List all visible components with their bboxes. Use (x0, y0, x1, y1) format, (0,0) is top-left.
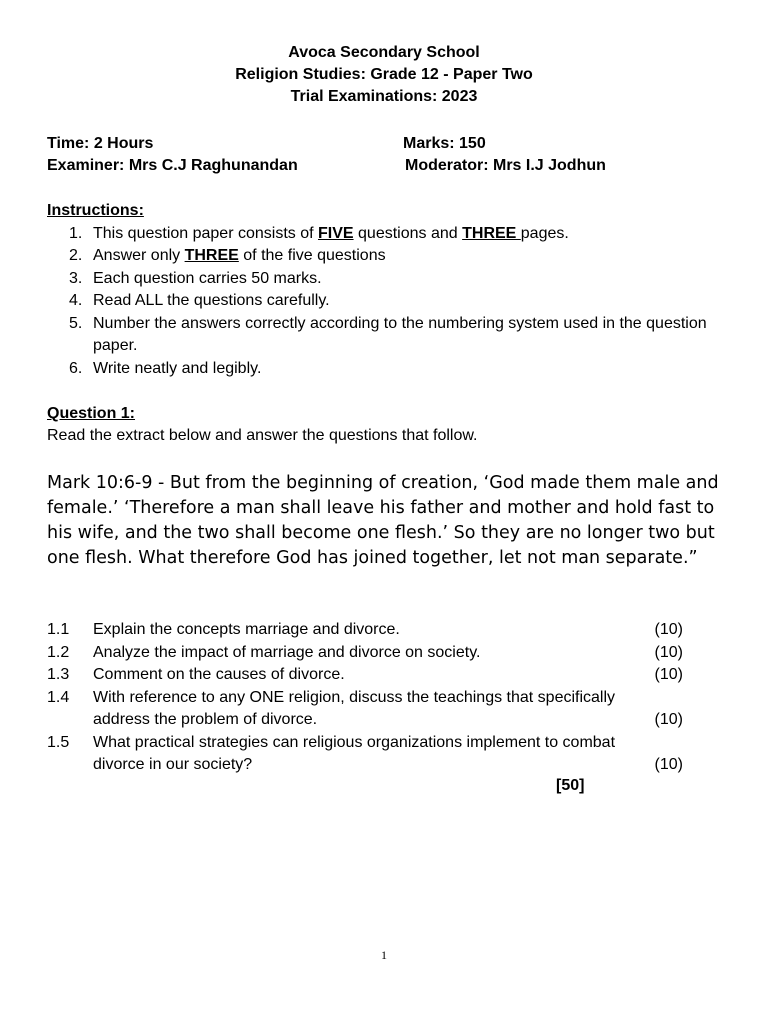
scripture-extract: Mark 10:6-9 - But from the beginning of creation, ‘God made them male and female.’ ‘Therefore a man shall leave his father and mother and hold fast to his wife, and the two shall become one flesh.’ So they are no longer two but one flesh. What therefore God has joined together, let not man separate.” (47, 473, 719, 568)
subquestion (47, 732, 697, 777)
exam-header (0, 42, 768, 108)
instructions-heading: Instructions: (47, 202, 144, 219)
subquestion-list (47, 619, 697, 777)
school-name: Avoca Secondary School (288, 44, 480, 61)
instruction-item: 2. Answer only THREE of the five questions (69, 247, 386, 264)
exam-title: Trial Examinations: 2023 (290, 88, 478, 105)
question-1-section (47, 403, 737, 447)
question-1-intro: Read the extract below and answer the questions that follow. (47, 427, 478, 444)
subquestion-text: Comment on the causes of divorce. (93, 666, 345, 683)
marks-label: Marks: 150 (403, 135, 486, 152)
subquestion-marks: (10) (654, 621, 683, 638)
subquestion-number: 1.3 (47, 666, 70, 683)
question-1-total: [50] (556, 777, 585, 794)
subquestion-number: 1.1 (47, 621, 70, 638)
instruction-item: 1. This question paper consists of FIVE questions and THREE pages. (69, 224, 569, 242)
subquestion-number: 1.4 (47, 688, 70, 706)
subquestion-marks: (10) (654, 643, 683, 661)
subquestion (47, 687, 697, 732)
instructions-list (47, 223, 737, 381)
subquestion-marks: (10) (654, 756, 683, 773)
subquestion-text: Analyze the impact of marriage and divorce on society. (93, 643, 481, 661)
subject-title: Religion Studies: Grade 12 - Paper Two (235, 66, 533, 83)
subquestion-text: Explain the concepts marriage and divorce. (93, 621, 400, 638)
time-label: Time: 2 Hours (47, 135, 154, 152)
subquestion-text: What practical strategies can religious organizations implement to combat divorce in our society? (93, 733, 616, 773)
examiner-label: Examiner: Mrs C.J Raghunandan (47, 157, 298, 174)
instruction-item: 4. Read ALL the questions carefully. (69, 292, 330, 309)
subquestion (47, 619, 697, 642)
instructions-section (47, 200, 737, 380)
instruction-item: 5. Number the answers correctly according to the numbering system used in the question paper. (69, 314, 707, 354)
question-1-heading: Question 1: (47, 405, 136, 422)
subquestion-number: 1.2 (47, 643, 70, 661)
subquestion-text: With reference to any ONE religion, discuss the teachings that specifically address the problem of divorce. (93, 688, 616, 728)
instruction-item: 6. Write neatly and legibly. (69, 359, 262, 377)
moderator-label: Moderator: Mrs I.J Jodhun (405, 157, 606, 174)
instruction-item: 3. Each question carries 50 marks. (69, 269, 322, 287)
subquestion (47, 642, 697, 665)
subquestion-marks: (10) (654, 711, 683, 728)
subquestion-number: 1.5 (47, 733, 70, 751)
exam-meta (47, 133, 727, 177)
subquestion (47, 664, 697, 687)
subquestion-marks: (10) (654, 666, 683, 683)
page-number: 1 (381, 948, 387, 962)
